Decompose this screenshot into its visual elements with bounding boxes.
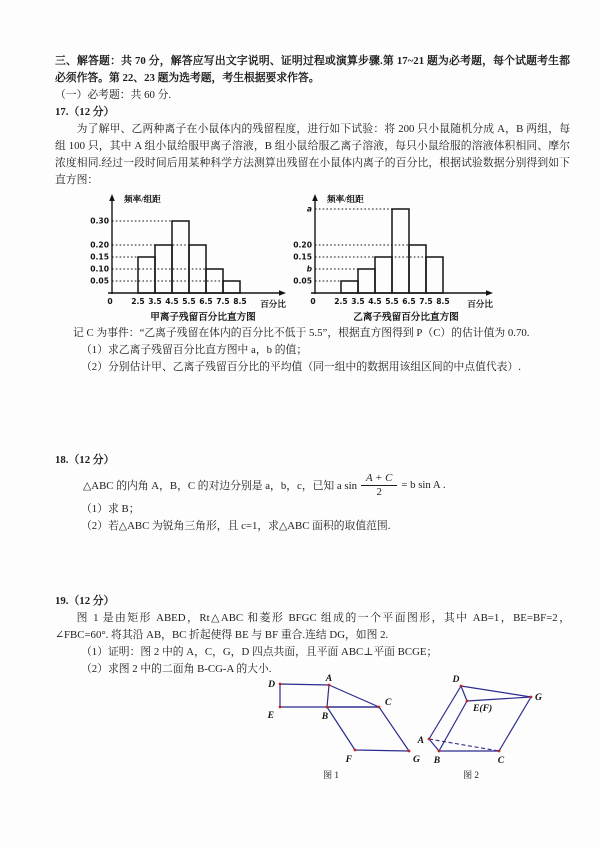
q19-item-1: （1）证明：图 2 中的 A，C，G，D 四点共面，且平面 ABC⊥平面 BCGE；: [81, 646, 438, 658]
svg-text:b: b: [306, 264, 312, 274]
fig2-edge-DG: [461, 686, 531, 697]
subsection-title: （一）必考题：共 60 分.: [55, 89, 172, 101]
q18-number: 18.（12 分）: [55, 454, 115, 466]
svg-text:0.30: 0.30: [90, 216, 109, 226]
fig1-vertex-F: [354, 749, 357, 752]
q18-item-1: （1）求 B；: [81, 503, 140, 515]
q17-item-1: （1）求乙离子残留百分比直方图中 a，b 的值；: [81, 344, 308, 356]
svg-text:0.15: 0.15: [90, 252, 109, 262]
svg-text:6.5: 6.5: [402, 297, 416, 306]
svg-text:百分比: 百分比: [260, 299, 286, 309]
svg-text:频率/组距: 频率/组距: [124, 194, 161, 204]
q18-formula-before: △ABC 的内角 A，B，C 的对边分别是 a，b，c，已知 a sin: [83, 479, 358, 492]
fig1-vertex-C: [378, 706, 381, 709]
svg-text:0.05: 0.05: [293, 276, 312, 286]
fig1-label-F: F: [345, 754, 352, 765]
figures-row: [55, 668, 570, 796]
fig1-vertex-E: [279, 706, 282, 709]
svg-text:0: 0: [107, 297, 113, 306]
fig2-label-G: G: [535, 692, 542, 703]
q17-intro: 为了解甲、乙两种离子在小鼠体内的残留程度，进行如下试验：将 200 只小鼠随机分成 A，B 两组，每组 100 只，其中 A 组小鼠给服甲离子溶液，B 组小鼠给服乙离子溶液，每只小鼠给服的溶液体积相同、摩尔浓度相同.经过一段时间后用某种科学方法测算出残留在小鼠体内离子的百分比，根据试验数据分别得到如下直方图：: [55, 123, 570, 186]
fig2-vertex-B: [438, 750, 441, 753]
fig2-vertex-A: [428, 738, 431, 741]
svg-text:乙离子残留百分比直方图: 乙离子残留百分比直方图: [353, 312, 459, 323]
section-header: 三、解答题：共 70 分，解答应写出文字说明、证明过程或演算步骤.第 17~21 题为必考题，每个试题考生都必须作答。第 22、23 题为选考题，考生根据要求作答。: [55, 55, 570, 84]
svg-text:0.20: 0.20: [90, 240, 109, 250]
svg-text:5.5: 5.5: [182, 297, 196, 306]
fig2-label-D: D: [452, 674, 460, 685]
histograms-row: [55, 189, 570, 325]
svg-text:0.20: 0.20: [293, 240, 312, 250]
fig2-vertex-EF: [466, 700, 469, 703]
fig2-vertex-G: [530, 696, 533, 699]
fig1-vertex-D: [279, 683, 282, 686]
svg-text:0: 0: [310, 297, 316, 306]
fig1-vertex-G: [408, 750, 411, 753]
fig1-label-A: A: [325, 673, 333, 684]
svg-text:0.15: 0.15: [293, 252, 312, 262]
svg-text:7.5: 7.5: [216, 297, 230, 306]
fig2-vertex-D: [460, 685, 463, 688]
fig2-vertex-C: [498, 750, 501, 753]
svg-text:0.05: 0.05: [90, 276, 109, 286]
svg-text:7.5: 7.5: [419, 297, 433, 306]
histogram-yi-ion: [287, 189, 505, 329]
fig2-edge-DE: [461, 686, 467, 701]
fig1-rectangle-ABED: [280, 684, 329, 707]
q17-number: 17.（12 分）: [55, 106, 115, 118]
fig1-edge-AC: [329, 685, 379, 707]
histogram-jia-ion: [70, 189, 292, 329]
q17-event-line: 记 C 为事件：“乙离子残留在体内的百分比不低于 5.5”，根据直方图得到 P（C）的估计值为 0.70.: [73, 327, 530, 339]
fig1-label-G: G: [413, 754, 420, 765]
fig2-edge-DA: [429, 686, 461, 739]
fig2-label-EF: E(F): [473, 703, 493, 714]
figure-1-plane: [235, 668, 425, 786]
q19-intro: 图 1 是由矩形 ABED，Rt△ABC 和菱形 BFGC 组成的一个平面图形，其中 AB=1，BE=BF=2，∠FBC=60°. 将其沿 AB，BC 折起使得 BE 与 BF 重合.连结 DG，如图 2.: [55, 612, 570, 641]
svg-text:0.10: 0.10: [90, 264, 109, 274]
svg-text:甲离子残留百分比直方图: 甲离子残留百分比直方图: [150, 312, 256, 323]
fraction-numerator: A + C: [361, 472, 397, 486]
fig1-label-E: E: [267, 710, 274, 721]
fraction: [361, 472, 397, 499]
fig2-edge-BE: [439, 701, 467, 751]
svg-text:a: a: [306, 204, 312, 214]
fig2-caption: 图 2: [462, 770, 480, 780]
spacer: [55, 535, 570, 593]
q19-number: 19.（12 分）: [55, 595, 115, 607]
svg-text:2.5: 2.5: [334, 297, 348, 306]
fig1-caption: 图 1: [322, 770, 340, 780]
svg-text:百分比: 百分比: [467, 299, 493, 309]
svg-text:8.5: 8.5: [233, 297, 247, 306]
fig1-label-C: C: [385, 697, 392, 708]
svg-text:2.5: 2.5: [131, 297, 145, 306]
fig2-label-C: C: [497, 755, 505, 766]
fig2-edge-EG: [467, 697, 531, 701]
fig1-label-B: B: [321, 711, 329, 722]
fig1-label-D: D: [268, 679, 275, 690]
fig1-vertex-A: [328, 684, 331, 687]
q17-item-2: （2）分别估计甲、乙离子残留百分比的平均值（同一组中的数据用该组区间的中点值代表）.: [81, 361, 521, 373]
fraction-denominator: 2: [376, 485, 382, 498]
fig2-edge-CG: [499, 697, 531, 751]
spacer: [55, 376, 570, 452]
svg-text:4.5: 4.5: [165, 297, 179, 306]
page-content: [55, 53, 570, 796]
svg-text:3.5: 3.5: [351, 297, 365, 306]
svg-text:3.5: 3.5: [148, 297, 162, 306]
fig1-rhombus-BFGC: [327, 707, 409, 751]
fig1-vertex-B: [326, 706, 329, 709]
fig2-label-B: B: [433, 755, 441, 766]
fig2-label-A: A: [417, 735, 424, 746]
q18-formula-after: = b sin A .: [401, 479, 446, 491]
svg-text:6.5: 6.5: [199, 297, 213, 306]
svg-text:频率/组距: 频率/组距: [327, 194, 364, 204]
q19-item-2: （2）求图 2 中的二面角 B-CG-A 的大小.: [81, 663, 272, 675]
svg-text:5.5: 5.5: [385, 297, 399, 306]
svg-text:4.5: 4.5: [368, 297, 382, 306]
q18-formula-line: [55, 469, 570, 501]
q18-item-2: （2）若△ABC 为锐角三角形，且 c=1，求△ABC 面积的取值范围.: [81, 520, 391, 532]
svg-text:8.5: 8.5: [436, 297, 450, 306]
figure-2-solid: [413, 668, 558, 786]
